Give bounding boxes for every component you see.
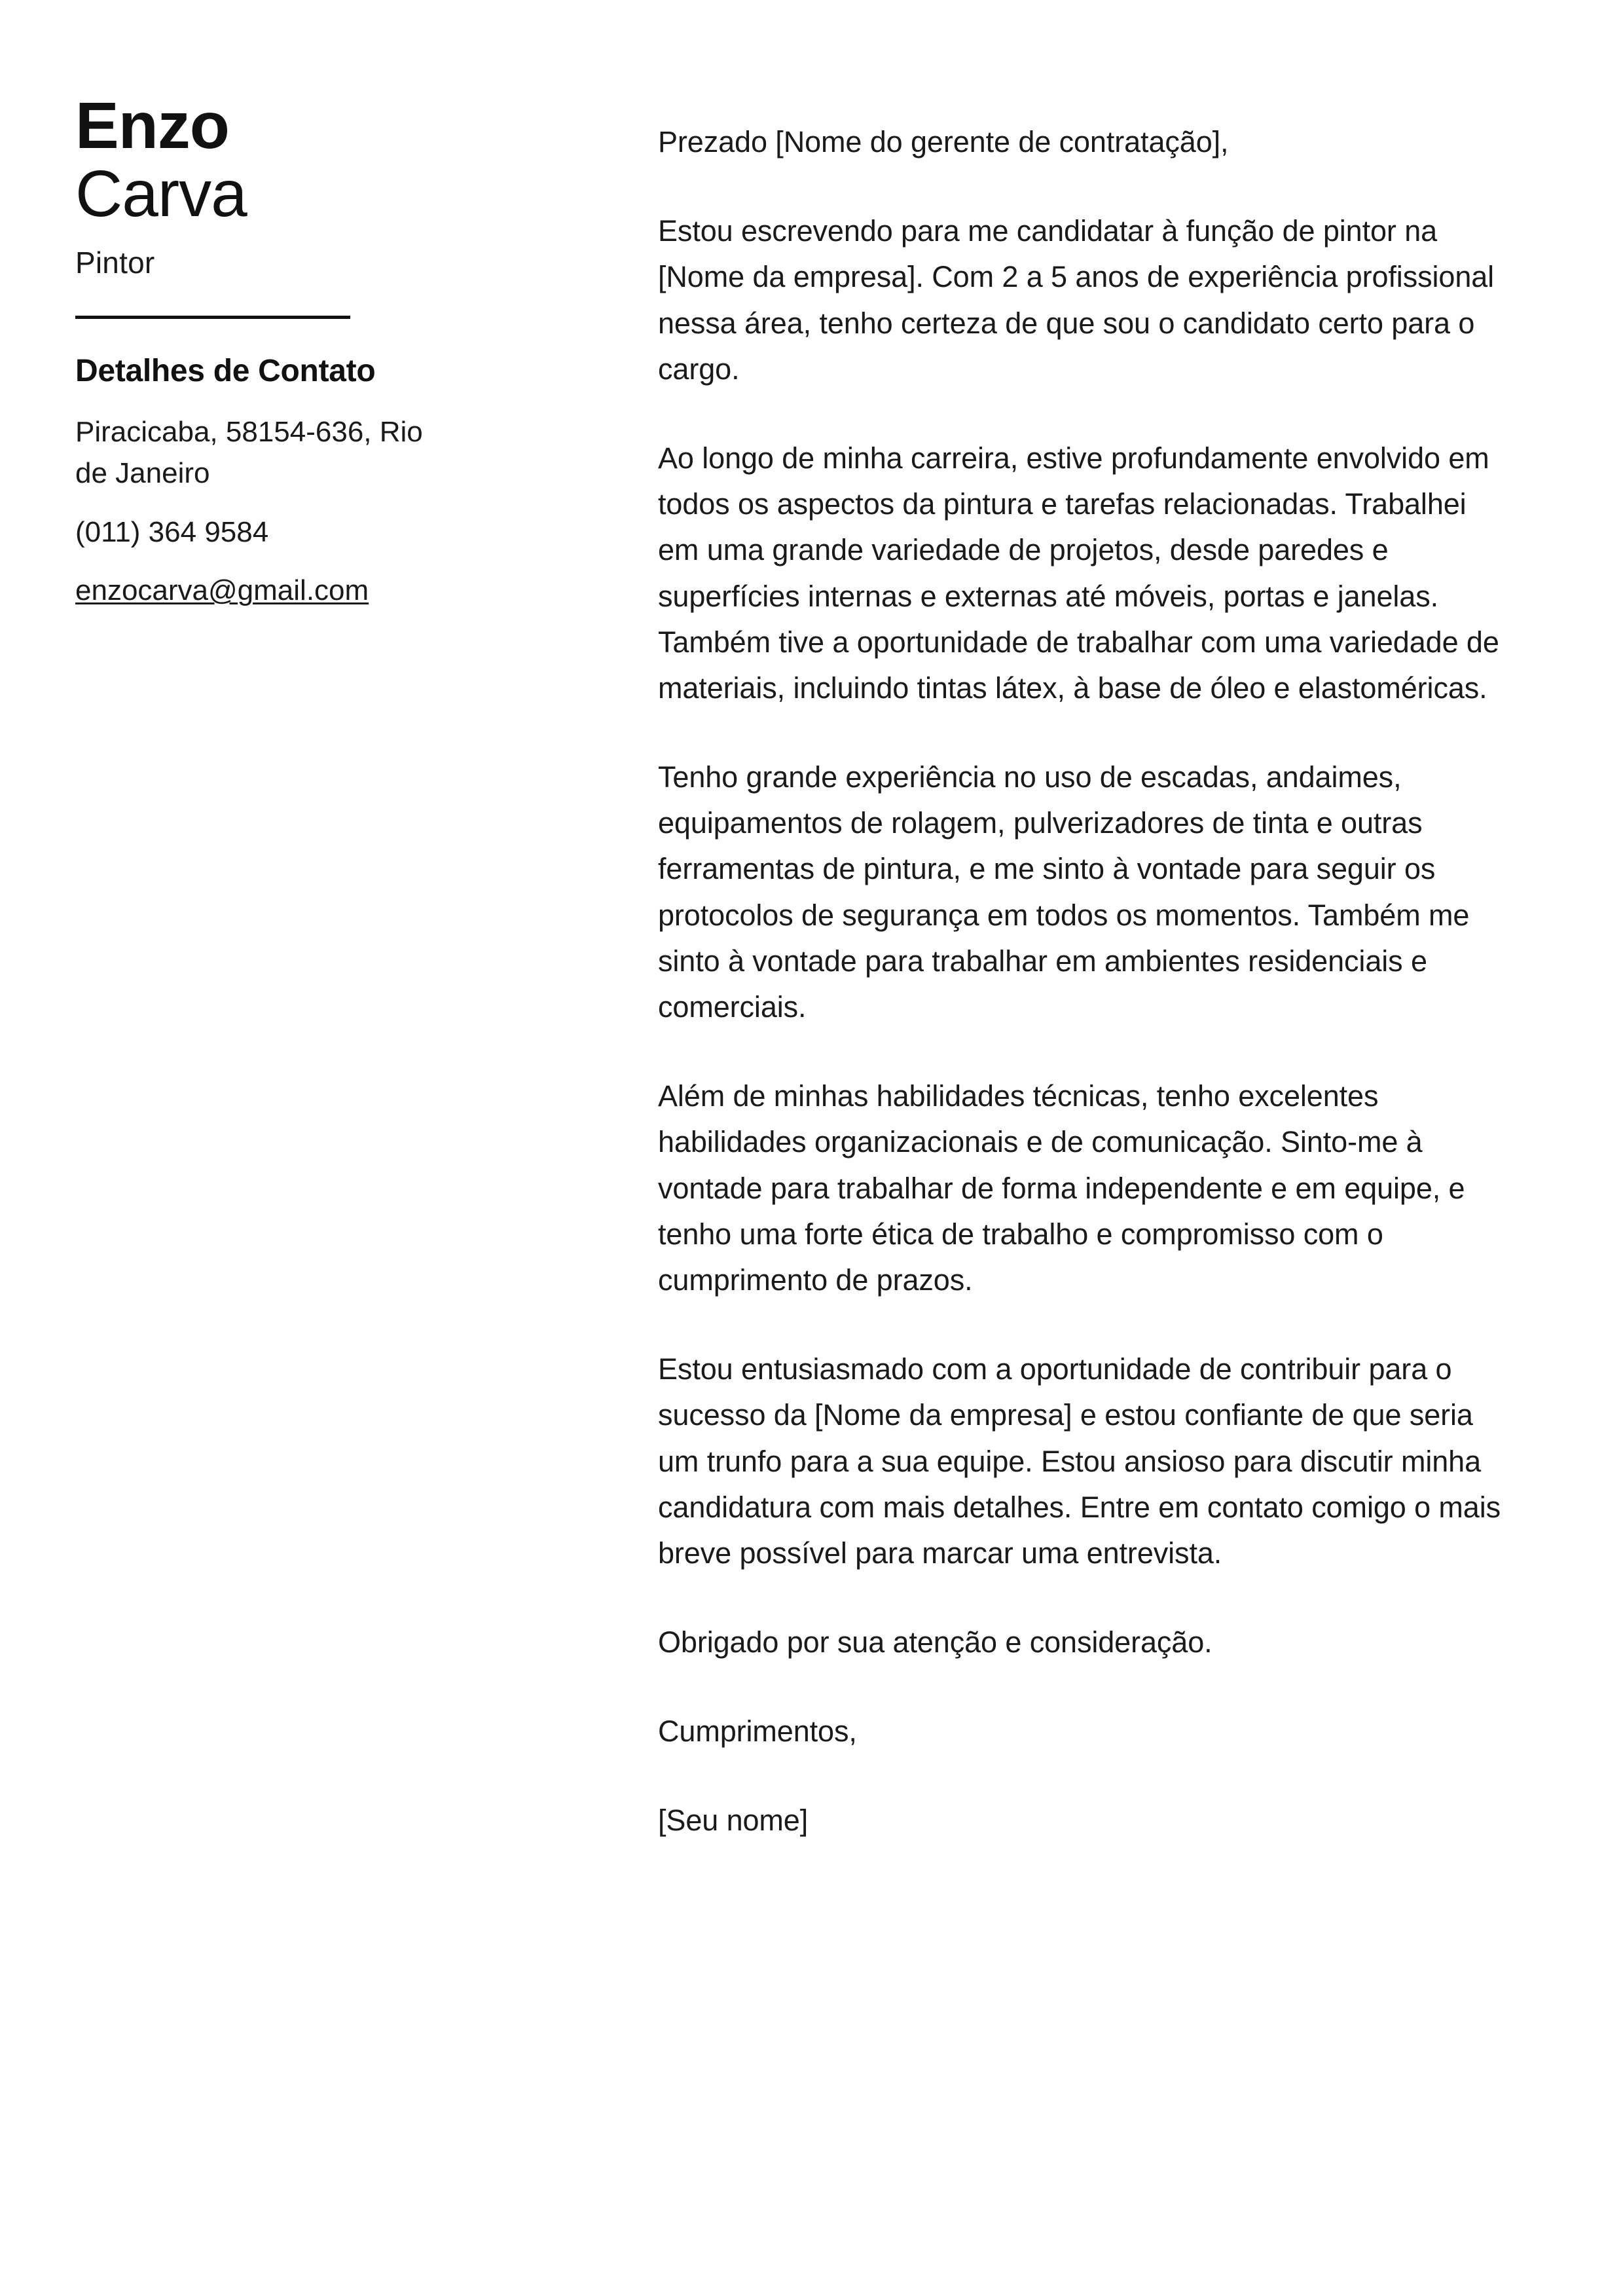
contact-email-row bbox=[75, 570, 429, 611]
letter-salutation: Prezado [Nome do gerente de contratação], bbox=[658, 125, 1229, 158]
candidate-name bbox=[75, 89, 442, 231]
letter-paragraph-4: Além de minhas habilidades técnicas, tenho excelentes habilidades organizacionais e de comunicação. Sinto-me à vontade para trabalhar de forma independente e em equipe, e tenho uma forte ética de trabalho e compromisso com o cumprimento de prazos. bbox=[658, 1079, 1465, 1297]
sidebar bbox=[75, 89, 442, 611]
first-name: Enzo bbox=[75, 89, 229, 162]
contact-details-list bbox=[75, 411, 442, 611]
contact-address: Piracicaba, 58154-636, Rio de Janeiro bbox=[75, 416, 423, 490]
letter-thanks: Obrigado por sua atenção e consideração. bbox=[658, 1625, 1213, 1659]
letter-paragraph-5: Estou entusiasmado com a oportunidade de contribuir para o sucesso da [Nome da empresa] e estou confiante de que seria um trunfo para a sua equipe. Estou ansioso para discutir minha candidatura com mais detalhes. Entre em contato comigo o mais breve possível para marcar uma entrevista. bbox=[658, 1352, 1501, 1570]
contact-details-heading: Detalhes de Contato bbox=[75, 354, 376, 388]
contact-phone: (011) 364 9584 bbox=[75, 515, 269, 548]
letter-paragraph-2: Ao longo de minha carreira, estive profundamente envolvido em todos os aspectos da pintura e tarefas relacionadas. Trabalhei em uma grande variedade de projetos, desde paredes e superfícies internas e externas até móveis, portas e janelas. Também tive a oportunidade de trabalhar com uma variedade de materiais, incluindo tintas látex, à base de óleo e elastoméricas. bbox=[658, 441, 1499, 705]
header-divider bbox=[75, 316, 350, 319]
letter-signature: [Seu nome] bbox=[658, 1804, 809, 1838]
letter-body bbox=[658, 119, 1503, 1844]
letter-closing: Cumprimentos, bbox=[658, 1714, 857, 1749]
last-name: Carva bbox=[75, 157, 247, 231]
job-title: Pintor bbox=[75, 246, 155, 280]
letter-paragraph-1: Estou escrevendo para me candidatar à função de pintor na [Nome da empresa]. Com 2 a 5 anos de experiência profissional nessa área, tenho certeza de que sou o candidato certo para o cargo. bbox=[658, 214, 1495, 386]
letter-paragraph-3: Tenho grande experiência no uso de escadas, andaimes, equipamentos de rolagem, pulverizadores de tinta e outras ferramentas de pintura, e me sinto à vontade para seguir os protocolos de segurança em todos os momentos. Também me sinto à vontade para trabalhar em ambientes residenciais e comerciais. bbox=[658, 760, 1470, 1024]
contact-email-link[interactable]: enzocarva@gmail.com bbox=[75, 574, 369, 607]
